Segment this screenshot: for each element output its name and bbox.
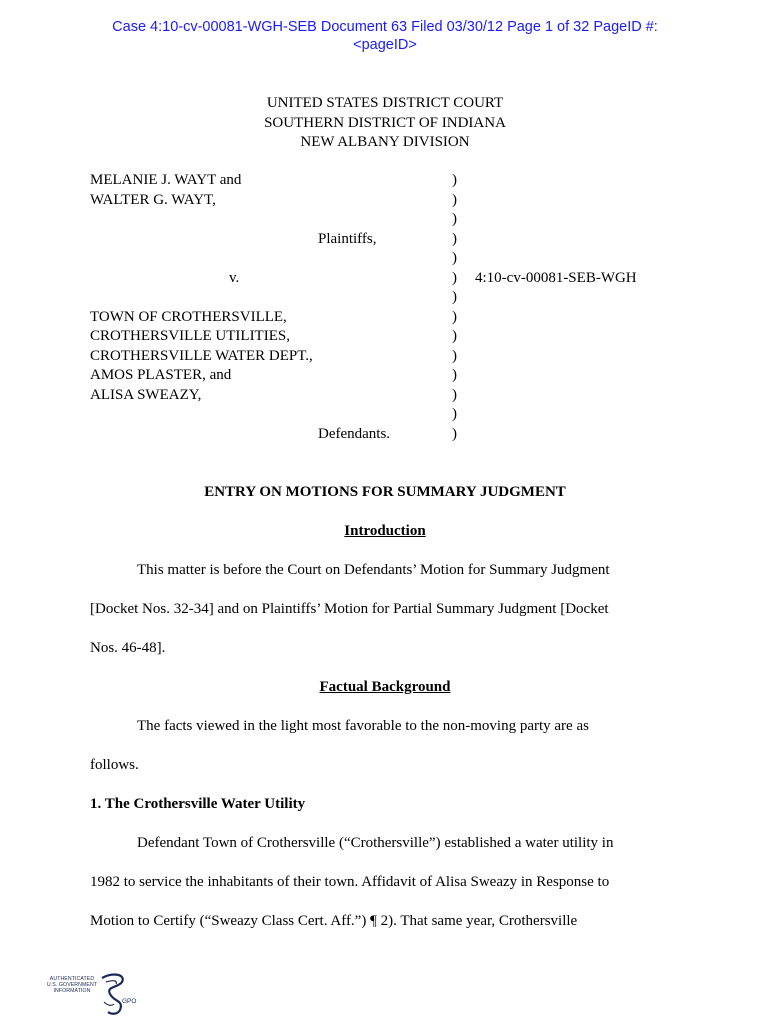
- caption-parenthesis: ): [452, 191, 457, 208]
- case-number: 4:10-cv-00081-SEB-WGH: [475, 270, 637, 286]
- court-name: UNITED STATES DISTRICT COURT: [266, 95, 504, 111]
- gpo-authentication-text: [42, 976, 102, 994]
- defendant-name: CROTHERSVILLE UTILITIES,: [90, 328, 290, 344]
- division-name: NEW ALBANY DIVISION: [300, 134, 470, 150]
- paragraph-line: Nos. 46-48].: [90, 640, 166, 656]
- caption-parenthesis: ): [452, 347, 457, 364]
- eagle-icon: [98, 972, 128, 1016]
- caption-parenthesis: ): [452, 386, 457, 403]
- gpo-authentication-logo: [42, 972, 137, 1016]
- ecf-header-stamp: [0, 18, 770, 54]
- caption-parenthesis: ): [452, 308, 457, 325]
- caption-parenthesis: ): [452, 328, 457, 344]
- caption-parenthesis: ): [452, 406, 457, 422]
- paragraph-line: The facts viewed in the light most favorable to the non-moving party are as: [137, 718, 589, 734]
- plaintiff-name: WALTER G. WAYT,: [90, 191, 216, 208]
- caption-parenthesis: ): [452, 230, 457, 247]
- gpo-text-line: INFORMATION: [53, 988, 91, 994]
- gpo-text-line: U.S. GOVERNMENT: [46, 982, 98, 988]
- plaintiffs-label: Plaintiffs,: [318, 230, 377, 247]
- caption-parenthesis: ): [452, 211, 457, 227]
- paragraph-line: [Docket Nos. 32-34] and on Plaintiffs’ Motion for Partial Summary Judgment [Docket: [90, 601, 609, 617]
- district-name: SOUTHERN DISTRICT OF INDIANA: [264, 114, 506, 131]
- defendants-label: Defendants.: [318, 425, 391, 442]
- gpo-text-line: AUTHENTICATED: [49, 976, 95, 982]
- gpo-mark: GPO: [122, 998, 137, 1005]
- caption-parenthesis: ): [452, 289, 457, 305]
- factual-background-heading: Factual Background: [319, 679, 451, 695]
- caption-parenthesis: ): [452, 367, 457, 383]
- versus-label: v.: [229, 269, 240, 286]
- section-heading: 1. The Crothersville Water Utility: [90, 796, 306, 812]
- defendant-name: TOWN OF CROTHERSVILLE,: [90, 308, 287, 325]
- document-title: ENTRY ON MOTIONS FOR SUMMARY JUDGMENT: [204, 484, 566, 500]
- ecf-header-line: Case 4:10-cv-00081-WGH-SEB Document 63 Filed 03/30/12 Page 1 of 32 PageID #:: [112, 19, 658, 35]
- plaintiff-name: MELANIE J. WAYT and: [90, 172, 242, 188]
- defendant-name: CROTHERSVILLE WATER DEPT.,: [90, 347, 313, 364]
- caption-parenthesis-column: [452, 171, 457, 444]
- caption-parenthesis: ): [452, 269, 457, 286]
- paragraph-line: Motion to Certify (“Sweazy Class Cert. Aff.”) ¶ 2). That same year, Crothersville: [90, 913, 578, 929]
- defendant-name: ALISA SWEAZY,: [90, 386, 202, 403]
- ecf-pageid-line: <pageID>: [353, 37, 417, 53]
- caption-parenthesis: ): [452, 425, 457, 442]
- paragraph-line: Defendant Town of Crothersville (“Crothersville”) established a water utility in: [137, 835, 614, 851]
- defendant-name: AMOS PLASTER, and: [90, 367, 232, 383]
- court-heading: [0, 94, 770, 153]
- paragraph-line: follows.: [90, 757, 139, 773]
- introduction-heading: Introduction: [344, 523, 426, 539]
- paragraph-line: This matter is before the Court on Defendants’ Motion for Summary Judgment: [137, 562, 610, 578]
- paragraph-line: 1982 to service the inhabitants of their town. Affidavit of Alisa Sweazy in Response to: [90, 874, 610, 890]
- caption-parenthesis: ): [452, 172, 457, 188]
- caption-parenthesis: ): [452, 250, 457, 266]
